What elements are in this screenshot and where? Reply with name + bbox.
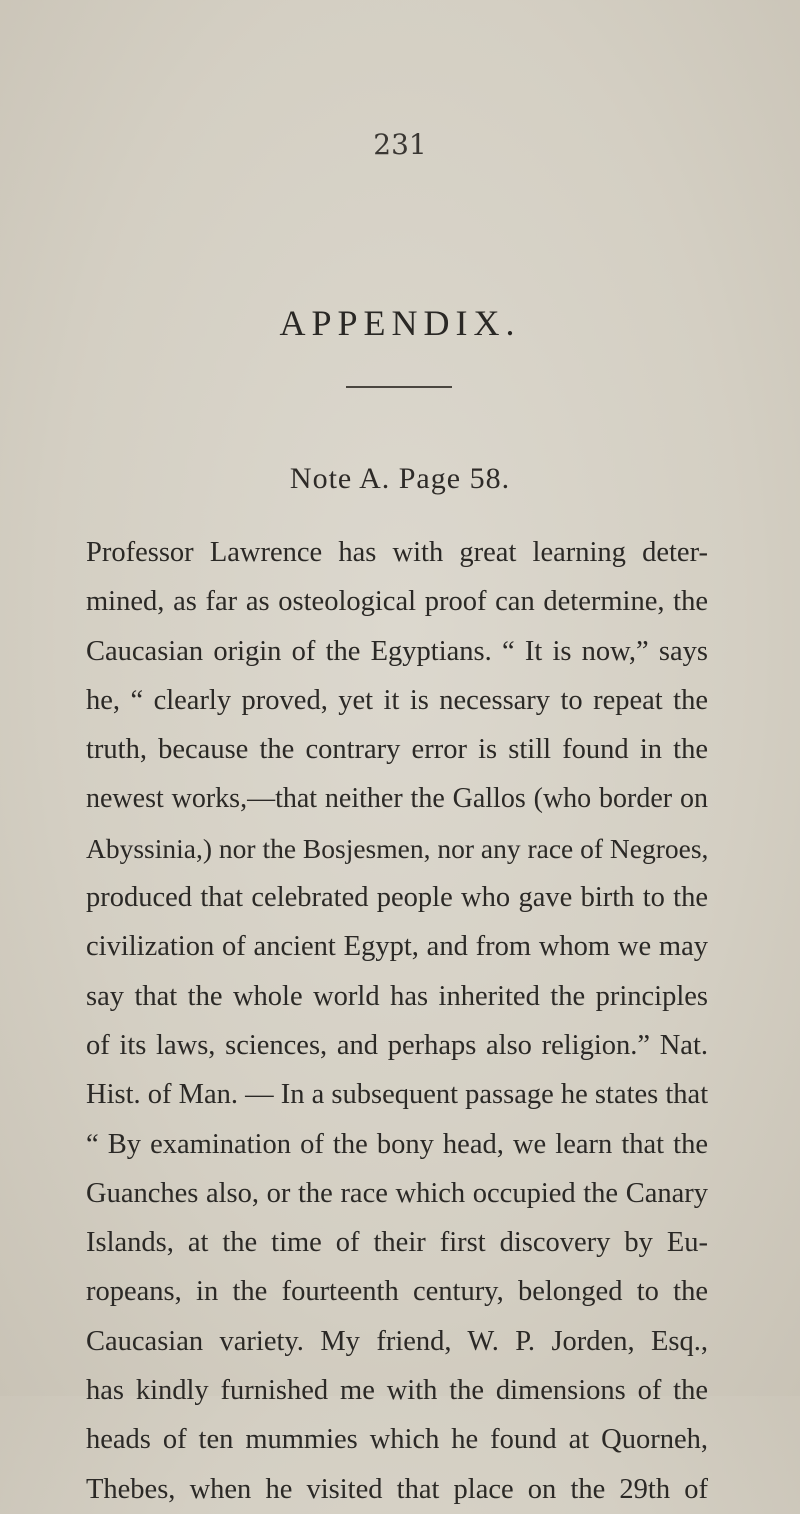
text-line: Professor Lawrence has with great learning deter- [86,537,708,568]
text-line: he, “ clearly proved, yet it is necessary to repeat the [86,684,708,716]
page-number: 231 [373,128,427,161]
text-line: Islands, at the time of their first discovery by Eu- [86,1227,708,1259]
body-text [86,528,708,1514]
text-line: Caucasian origin of the Egyptians. “ It is now,” says [86,635,708,667]
text-line: ropeans, in the fourteenth century, belonged to the [86,1276,708,1308]
text-line: mined, as far as osteological proof can determine, the [86,586,708,618]
note-heading: Note A. Page 58. [289,462,511,495]
text-line: produced that celebrated people who gave birth to the [86,882,708,914]
title-rule [346,386,452,388]
text-line: Caucasian variety. My friend, W. P. Jorden, Esq., [86,1325,708,1357]
text-line: Hist. of Man. — In a subsequent passage he states that [86,1079,709,1111]
text-line: of its laws, sciences, and perhaps also religion.” Nat. [86,1029,708,1061]
appendix-title: APPENDIX. [279,303,521,343]
text-line: civilization of ancient Egypt, and from whom we may [86,931,708,963]
text-line: has kindly furnished me with the dimensions of the [86,1375,708,1407]
text-line: newest works,—that neither the Gallos (who border on [86,783,708,815]
text-line: Thebes, when he visited that place on the 29th of [86,1473,708,1505]
text-line: truth, because the contrary error is still found in the [86,734,708,766]
text-line: Guanches also, or the race which occupied the Canary [86,1177,708,1209]
text-line: Abyssinia,) nor the Bosjesmen, nor any race of Negroes, [86,832,709,864]
text-line: “ By examination of the bony head, we learn that the [86,1128,708,1160]
text-line: say that the whole world has inherited the principles [86,980,708,1012]
text-line: heads of ten mummies which he found at Quorneh, [86,1424,708,1456]
